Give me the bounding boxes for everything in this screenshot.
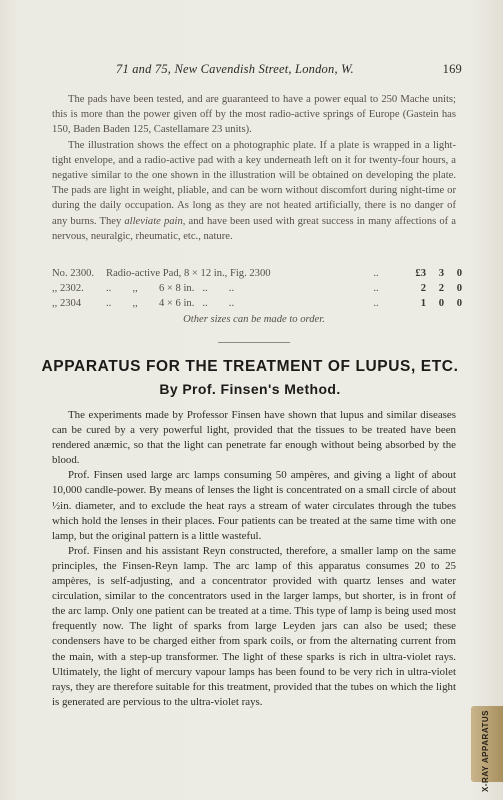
item-description: .. ,, 4 × 6 in. .. .. bbox=[106, 298, 235, 309]
header-address: 71 and 75, New Cavendish Street, London, W. bbox=[116, 62, 354, 76]
price-row bbox=[52, 281, 462, 296]
paragraph-experiments: The experiments made by Professor Finsen have shown that lupus and similar diseases can be cured by a very powerful light, provided that the tissues to be treated have been rendered anæmic, so that the light can penetrate far enough without being absorbed by the blood. bbox=[52, 409, 456, 467]
section-title: APPARATUS FOR THE TREATMENT OF LUPUS, ETC. bbox=[41, 358, 459, 375]
leader-dots: .. bbox=[373, 283, 379, 294]
page-number: 169 bbox=[442, 62, 462, 76]
paragraph-text: , and have been used with great success in many affections of a nervous, neuralgic, rheumatic, etc., nature. bbox=[52, 215, 457, 242]
item-description: .. ,, 6 × 8 in. .. .. bbox=[106, 283, 235, 294]
price-shillings: 2 bbox=[438, 283, 444, 294]
item-number: ,, 2302. bbox=[52, 283, 84, 294]
price-shillings: 0 bbox=[438, 298, 444, 309]
price-pounds: £3 bbox=[415, 268, 426, 279]
price-row bbox=[52, 266, 462, 281]
item-number: ,, 2304 bbox=[52, 298, 82, 309]
price-row bbox=[52, 296, 462, 311]
price-pence: 0 bbox=[456, 283, 462, 294]
paragraph-text: The illustration shows the effect on a photographic plate. If a plate is wrapped in a light-tight envelope, and a radio-active pad with a key underneath left on it for twenty-four hours, a negative similar to the one shown in the illustration will be obtained on developing the plate. The pads are light in weight, pliable, and can be worn without discomfort during night-time or during the daily occupation. As long as they are not heated artificially, there is no danger of any burns. They bbox=[52, 139, 456, 227]
leader-dots: .. bbox=[373, 298, 379, 309]
pad-description bbox=[52, 92, 456, 244]
item-description: Radio-active Pad, 8 × 12 in., Fig. 2300 bbox=[106, 268, 271, 279]
section-divider bbox=[218, 342, 290, 343]
price-pence: 0 bbox=[456, 268, 462, 279]
paragraph-finsen-reyn: Prof. Finsen and his assistant Reyn constructed, therefore, a smaller lamp on the same principles, the Finsen-Reyn lamp. The arc lamp of this apparatus consumes 20 to 25 ampères, is self-adjusting, and a concentrator provided with quartz lenses and water circulation, similar to the concentrators used in the larger lamps, but shorter, is in front of the arc lamp. Only one patient can be treated at a time. This type of lamp is being used most frequently now. The light of sparks from large Leyden jars can also be used; these condensers have to be charged either from spark coils, or from the alternating current from the main, with a step-up transformer. The light of these sparks is rich in ultra-violet rays. Ultimately, the light of mercury vapour lamps has been found to be very rich in ultra-violet rays, they are therefore suitable for this treatment, provided that the tubes on which the light is generated are pervious to the ultra-violet rays. bbox=[52, 544, 456, 708]
leader-dots: .. bbox=[373, 268, 379, 279]
price-pence: 0 bbox=[456, 298, 462, 309]
price-shillings: 3 bbox=[438, 268, 444, 279]
emphasis-text: alleviate pain bbox=[124, 215, 183, 227]
order-note: Other sizes can be made to order. bbox=[183, 314, 325, 325]
price-pounds: 1 bbox=[420, 298, 426, 309]
paragraph-illustration bbox=[52, 138, 456, 244]
item-number: No. 2300. bbox=[52, 268, 95, 279]
section-subtitle: By Prof. Finsen's Method. bbox=[159, 381, 341, 397]
paragraph-arc-lamps: Prof. Finsen used large arc lamps consuming 50 ampères, and giving a light of about 10,000 candle-power. By means of lenses the light is concentrated on a small circle of about ½in. diameter, and to exclude the heat rays a stream of water circulates through the tubes which hold the lenses in their places. Four patients can be treated at the same time with one lamp, but the original pattern is a little wasteful. bbox=[52, 469, 456, 542]
tab-label: X-RAY APPARATUS bbox=[481, 710, 490, 793]
lupus-treatment-text bbox=[52, 408, 456, 710]
paragraph-mache-units: The pads have been tested, and are guaranteed to have a power equal to 250 Mache units; this is more than the power given off by the most radio-active springs of Europe (Gastein has 150, Baden Baden 125, Castellamare 23 units). bbox=[52, 94, 456, 136]
price-list bbox=[52, 266, 462, 311]
section-thumb-tab bbox=[471, 706, 503, 793]
price-pounds: 2 bbox=[420, 283, 426, 294]
